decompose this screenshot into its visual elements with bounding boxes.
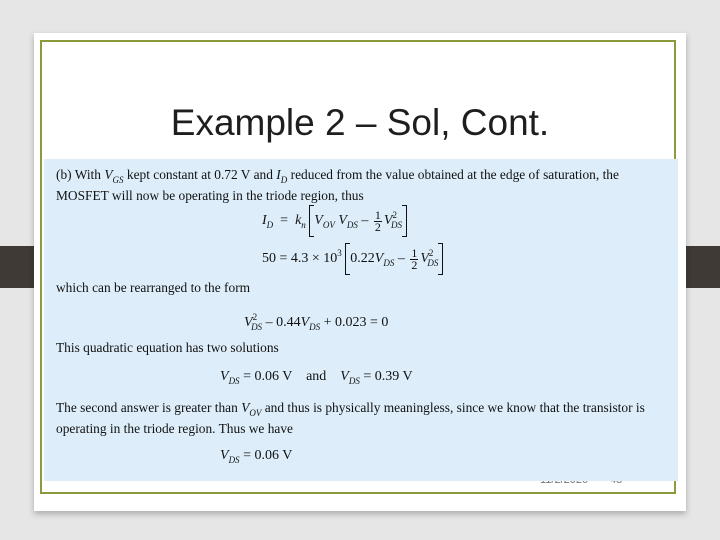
- slide-title: Example 2 – Sol, Cont.: [170, 102, 550, 143]
- left-decor-band: [0, 246, 34, 288]
- paragraph-rearrange: which can be rearranged to the form: [56, 280, 251, 295]
- equation-solutions: $V_{DS} = 0.06$ V and $V_{DS} = 0.39$ V: [220, 369, 413, 386]
- solution-image: [44, 159, 678, 481]
- equation-quadratic: $V^2_{DS} - 0.44V_{DS} + 0.023 = 0$: [244, 312, 389, 332]
- paragraph-conclusion: The second answer is greater than $V_{OV}$ and thus is physically meaningless, since we know that the transistor is operating in the triode region. Thus we have: [56, 400, 645, 436]
- paragraph-intro: (b) With $V_{GS}$ kept constant at 0.72 V and $I_D$ reduced from the value obtained at the edge of saturation, the MOSFET will now be operating in the triode region, thus: [56, 167, 619, 203]
- equation-final: $V_{DS} = 0.06$ V: [220, 448, 293, 465]
- right-decor-band: [686, 246, 720, 288]
- equation-id: $I_D = k_n$ $V_{OV}$ $V_{DS}$ – $\frac{1}{2}$ $V^2_{DS}$: [262, 205, 407, 237]
- paragraph-solutions: This quadratic equation has two solutions: [56, 340, 279, 355]
- equation-numeric: $50 = 4.3 \times 10^3$ $0.22V_{DS}$ – $\frac{1}{2}$ $V^2_{DS}$: [262, 243, 443, 275]
